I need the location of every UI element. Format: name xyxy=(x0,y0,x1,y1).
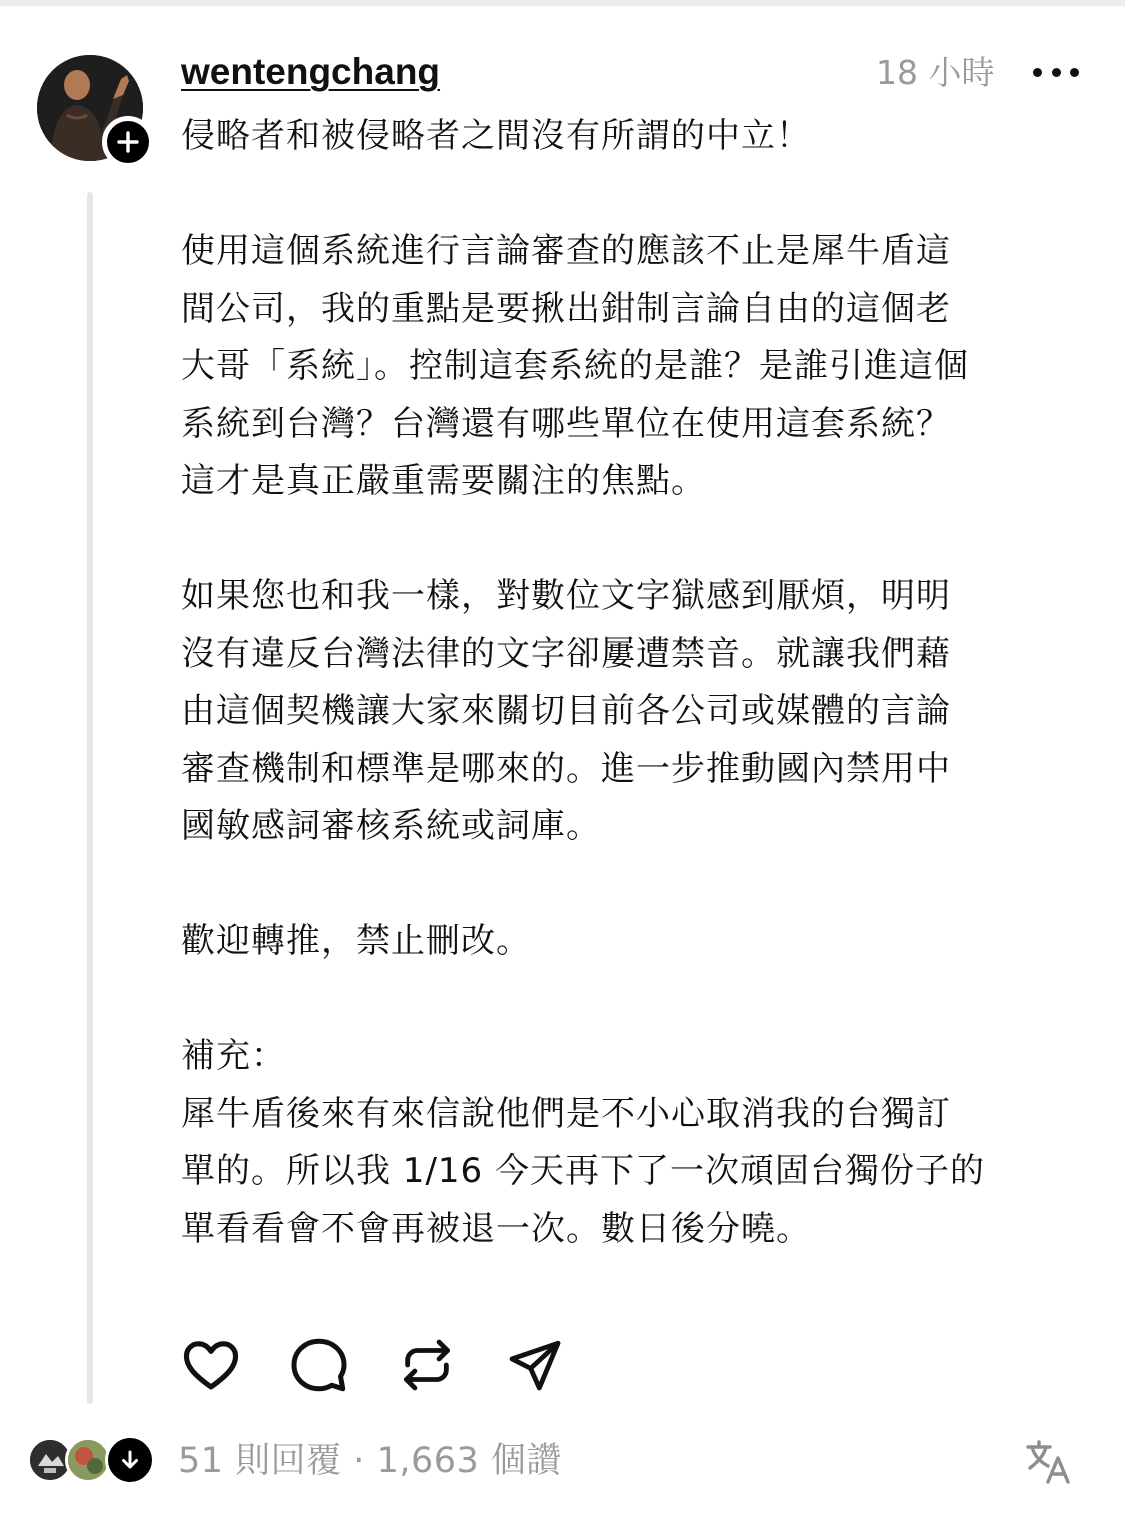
heart-icon xyxy=(180,1334,242,1396)
send-icon xyxy=(506,1336,564,1394)
like-button[interactable] xyxy=(178,1332,244,1398)
post-paragraph-1: 侵略者和被侵略者之間沒有所謂的中立！ xyxy=(181,116,811,156)
plus-icon xyxy=(116,130,140,154)
translate-icon[interactable] xyxy=(1024,1438,1072,1486)
post-stats xyxy=(178,1438,562,1484)
repost-icon xyxy=(398,1336,456,1394)
post-paragraph-3: 如果您也和我一樣，對數位文字獄感到厭煩，明明 沒有違反台灣法律的文字卻屢遭禁音。就讓我們藉 由這個契機讓大家來關切目前各公司或媒體的言論 審查機制和標準是哪來的。進一步推動國內禁用中 國敏感詞審核系統或詞庫。 xyxy=(181,576,951,846)
expand-replies-button[interactable] xyxy=(105,1435,155,1485)
top-divider xyxy=(0,0,1125,6)
stats-separator: · xyxy=(341,1441,377,1481)
likes-count[interactable]: 1,663 個讚 xyxy=(376,1441,562,1481)
author-username[interactable]: wentengchang xyxy=(181,51,441,92)
post-time: 18 小時 xyxy=(876,53,995,92)
arrow-down-icon xyxy=(118,1448,142,1472)
more-options-icon[interactable] xyxy=(1033,60,1079,84)
post-paragraph-2: 使用這個系統進行言論審查的應該不止是犀牛盾這 間公司，我的重點是要揪出鉗制言論自由的這個老 大哥「系統」。控制這套系統的是誰？是誰引進這個 系統到台灣？台灣還有哪些單位在使用這套系統？ 這才是真正嚴重需要關注的焦點。 xyxy=(181,231,969,501)
replies-count[interactable]: 51 則回覆 xyxy=(178,1441,342,1481)
post-paragraph-5: 補充： 犀牛盾後來有來信說他們是不小心取消我的台獨訂 單的。所以我 1/16 今天再下了一次頑固台獨份子的 單看看會不會再被退一次。數日後分曉。 xyxy=(181,1036,985,1249)
reply-button[interactable] xyxy=(286,1332,352,1398)
comment-bubble-icon xyxy=(289,1335,349,1395)
follow-button[interactable] xyxy=(102,116,154,168)
share-button[interactable] xyxy=(502,1332,568,1398)
repost-button[interactable] xyxy=(394,1332,460,1398)
thread-line xyxy=(87,192,93,1404)
post-body xyxy=(181,108,1081,1258)
reply-avatars[interactable] xyxy=(27,1437,157,1487)
post-paragraph-4: 歡迎轉推，禁止刪改。 xyxy=(181,921,531,961)
post-actions xyxy=(178,1332,610,1398)
